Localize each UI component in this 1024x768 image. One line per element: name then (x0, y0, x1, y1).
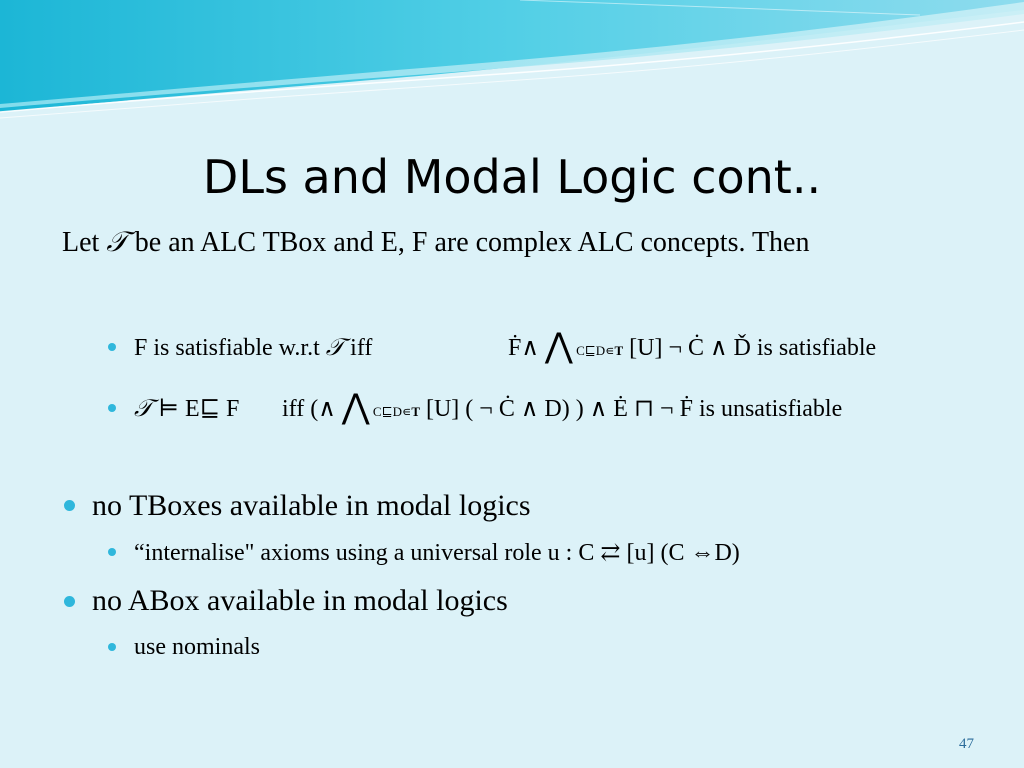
bigwedge-symbol: ⋀ (544, 328, 573, 365)
formula-subscript: C⊑D∊ (572, 343, 615, 358)
formula-text: iff (∧ (282, 396, 342, 422)
bullet-entails (134, 391, 239, 426)
page-number: 47 (959, 736, 974, 752)
formula-subscript-t: T (614, 343, 624, 358)
bullet-dot (64, 596, 75, 607)
formula-subscript: C⊑D∊ (369, 404, 412, 419)
formula-text: Ḟ∧ (508, 335, 545, 361)
bullet-text: iff (344, 335, 373, 361)
bullet-dot (108, 404, 116, 412)
bigwedge-symbol: ⋀ (341, 389, 370, 426)
bullet-dot (108, 643, 116, 651)
intro-suffix: be an ALC TBox and E, F are complex ALC concepts. Then (127, 227, 810, 258)
header-wave-banner (0, 0, 1024, 130)
formula-unsatisfiable (282, 391, 842, 429)
bullet-text: F is satisfiable w.r.t (134, 335, 326, 361)
formula-subscript-t: T (411, 404, 420, 419)
bullet-satisfiable (134, 330, 372, 365)
bullet-nominals: use nominals (134, 634, 260, 660)
formula-text: [U] ¬ Ċ ∧ Ď is satisfiable (623, 335, 877, 361)
bullet-no-abox: no ABox available in modal logics (92, 584, 508, 617)
bullet-dot (64, 500, 75, 511)
intro-prefix: Let (62, 227, 107, 258)
tbox-symbol: 𝒯 (106, 225, 128, 258)
formula-text: [U] ( ¬ Ċ ∧ D) ) ∧ Ė ⊓ ¬ Ḟ is unsatisfiable (419, 396, 843, 422)
bullet-internalise: “internalise" axioms using a universal role u : C ⇄ [u] (C ⇔D) (134, 540, 740, 566)
slide-title: DLs and Modal Logic cont.. (202, 150, 822, 204)
tbox-symbol: 𝒯 (134, 394, 153, 422)
intro-text (62, 222, 810, 263)
bullet-dot (108, 548, 116, 556)
bullet-no-tboxes: no TBoxes available in modal logics (92, 489, 531, 522)
bullet-dot (108, 343, 116, 351)
tbox-symbol: 𝒯 (325, 333, 345, 361)
formula-satisfiable (508, 330, 876, 368)
bullet-text: ⊨ E⊑ F (152, 396, 240, 422)
